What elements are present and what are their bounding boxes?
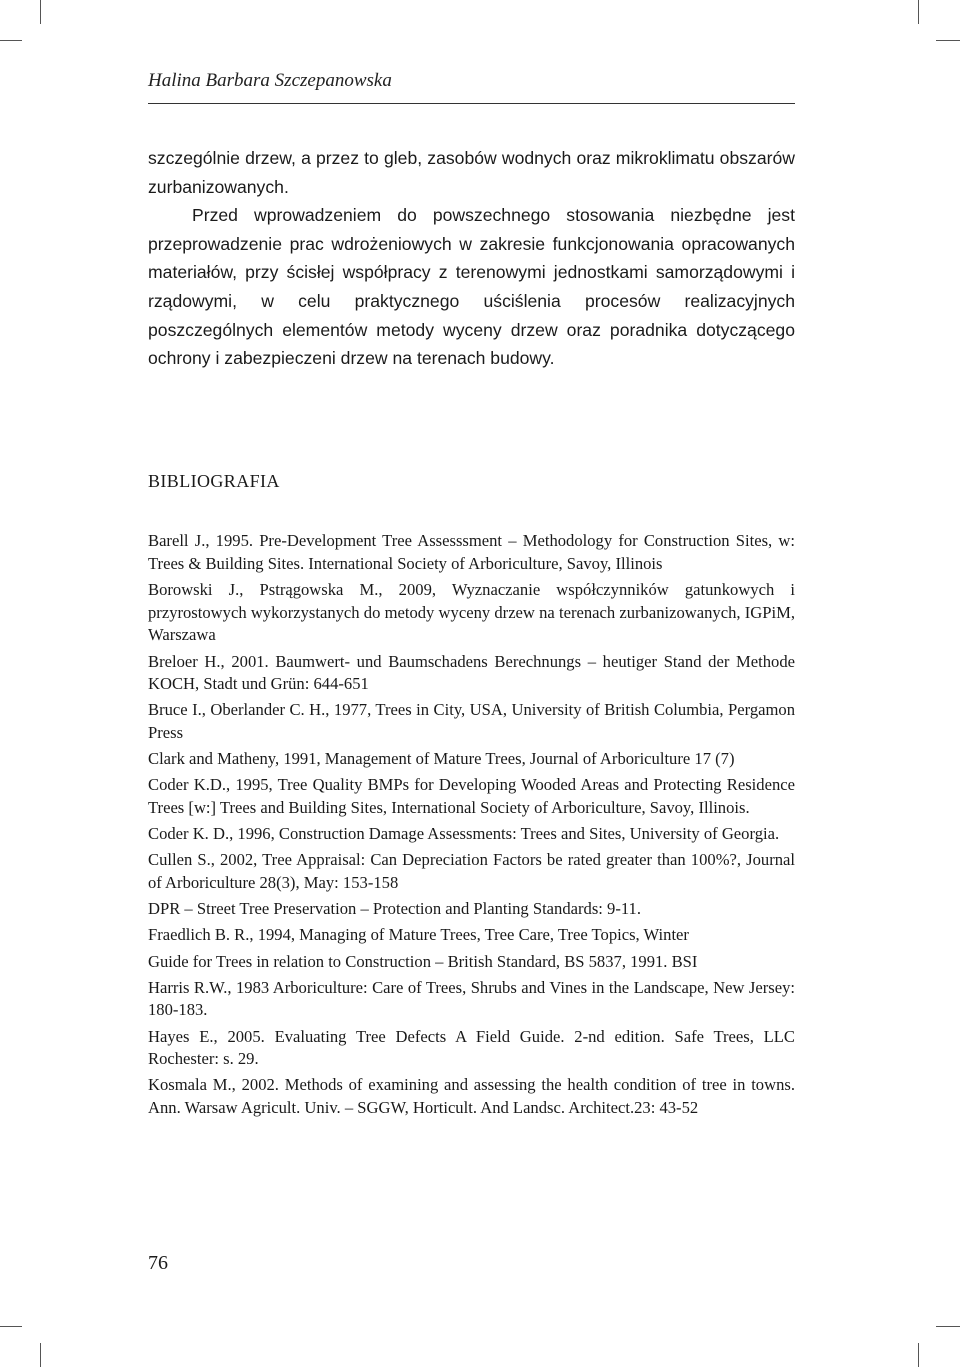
- crop-mark-bottom-left-vertical: [40, 1343, 41, 1367]
- running-head-author: Halina Barbara Szczepanowska: [148, 70, 392, 91]
- body-paragraph: szczególnie drzew, a przez to gleb, zasobów wodnych oraz mikroklimatu obszarów zurbanizowanych.: [148, 148, 795, 197]
- header-rule: [148, 103, 795, 104]
- page-number: 76: [148, 1252, 168, 1274]
- bibliography-entry: Cullen S., 2002, Tree Appraisal: Can Depreciation Factors be rated greater than 100%?, Journal of Arboriculture 28(3), May: 153-158: [148, 850, 795, 893]
- bibliography-entry: Fraedlich B. R., 1994, Managing of Mature Trees, Tree Care, Tree Topics, Winter: [148, 925, 689, 945]
- bibliography-entry: Coder K. D., 1996, Construction Damage Assessments: Trees and Sites, University of Georgia.: [148, 824, 780, 844]
- crop-mark-top-right-vertical: [918, 0, 919, 24]
- bibliography-entry: Barell J., 1995. Pre-Development Tree Assesssment – Methodology for Construction Sites, w: Trees & Building Sites. International Society of Arboriculture, Savoy, Illinois: [148, 531, 795, 573]
- bibliography-entry: Clark and Matheny, 1991, Management of Mature Trees, Journal of Arboriculture 17 (7): [148, 749, 735, 769]
- crop-mark-top-right-horizontal: [936, 40, 960, 41]
- body-paragraph: Przed wprowadzeniem do powszechnego stosowania niezbędne jest przeprowadzenie prac wdrożeniowych w zakresie funkcjonowania opracowanych materiałów, przy ścisłej współpracy z terenowymi jednostkami samorządowymi i rządowymi, w celu praktycznego uściślenia procesów realizacyjnych poszczególnych elementów metody wyceny drzew oraz poradnika dotyczącego ochrony i zabezpieczeni drzew na terenach budowy.: [148, 205, 795, 369]
- bibliography-list: [148, 530, 795, 1123]
- crop-mark-bottom-right-horizontal: [936, 1326, 960, 1327]
- bibliography-entry: Hayes E., 2005. Evaluating Tree Defects A Field Guide. 2-nd edition. Safe Trees, LLC Rochester: s. 29.: [148, 1026, 795, 1069]
- crop-mark-bottom-right-vertical: [918, 1343, 919, 1367]
- bibliography-entry: Breloer H., 2001. Baumwert- und Baumschadens Berechnungs – heutiger Stand der Methode KOCH, Stadt und Grün: 644-651: [148, 651, 795, 694]
- bibliography-entry: Kosmala M., 2002. Methods of examining and assessing the health condition of tree in towns. Ann. Warsaw Agricult. Univ. – SGGW, Horticult. And Landsc. Architect.23: 43-52: [148, 1075, 795, 1118]
- crop-mark-top-left-vertical: [40, 0, 41, 24]
- crop-mark-bottom-left-horizontal: [0, 1326, 22, 1327]
- bibliography-entry: Guide for Trees in relation to Construction – British Standard, BS 5837, 1991. BSI: [148, 951, 698, 971]
- crop-mark-top-left-horizontal: [0, 40, 22, 41]
- bibliography-entry: Coder K.D., 1995, Tree Quality BMPs for Developing Wooded Areas and Protecting Residence Trees [w:] Trees and Building Sites, International Society of Arboriculture, Savoy, Illinois.: [148, 775, 795, 818]
- bibliography-entry: Borowski J., Pstrągowska M., 2009, Wyznaczanie współczynników gatunkowych i przyrostowych wykorzystanych do metody wyceny drzew na terenach zurbanizowanych, IGPiM, Warszawa: [148, 579, 795, 645]
- bibliography-entry: Bruce I., Oberlander C. H., 1977, Trees in City, USA, University of British Columbia, Pergamon Press: [148, 700, 795, 743]
- bibliography-heading: BIBLIOGRAFIA: [148, 471, 280, 491]
- body-text: [148, 144, 795, 373]
- bibliography-entry: DPR – Street Tree Preservation – Protection and Planting Standards: 9-11.: [148, 899, 641, 919]
- bibliography-entry: Harris R.W., 1983 Arboriculture: Care of Trees, Shrubs and Vines in the Landscape, New Jersey: 180-183.: [148, 977, 795, 1020]
